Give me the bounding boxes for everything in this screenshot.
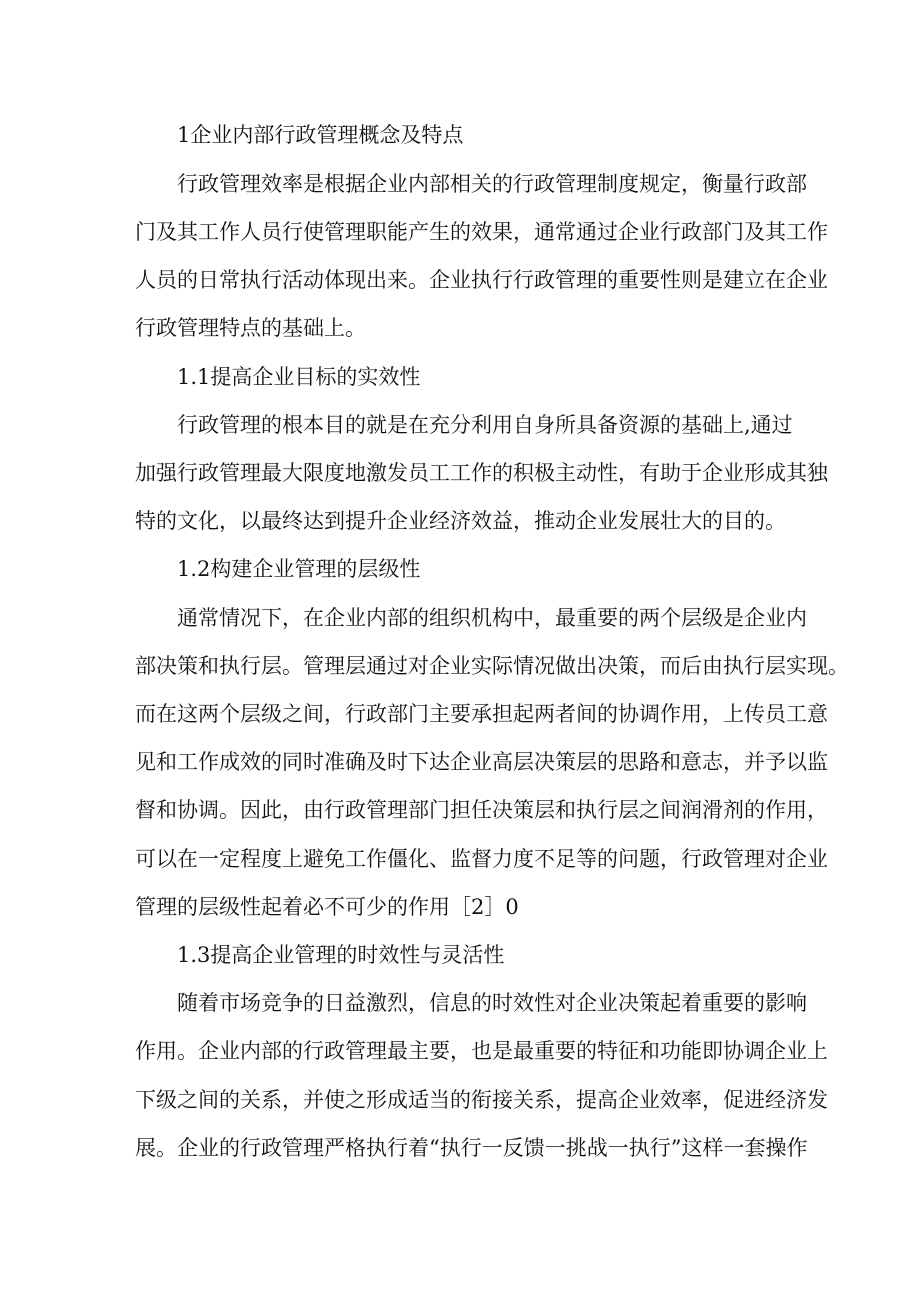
paragraph-line: 部决策和执行层。管理层通过对企业实际情况做出决策，而后由执行层实现。 bbox=[135, 654, 849, 678]
paragraph-line: 行政管理特点的基础上。 bbox=[135, 316, 366, 340]
section-1-3-heading: 1.3提高企业管理的时效性与灵活性 bbox=[177, 943, 505, 967]
section-1-heading: 1企业内部行政管理概念及特点 bbox=[177, 123, 464, 147]
paragraph-line: 展。企业的行政管理严格执行着“执行一反馈一挑战一执行”这样一套操作 bbox=[135, 1136, 808, 1160]
paragraph-line: 下级之间的关系，并使之形成适当的衔接关系，提高企业效率，促进经济发 bbox=[135, 1088, 828, 1112]
paragraph-line: 随着市场竞争的日益激烈，信息的时效性对企业决策起着重要的影响 bbox=[177, 991, 807, 1015]
paragraph-line: 管理的层级性起着必不可少的作用［2］0 bbox=[135, 895, 519, 919]
paragraph-line: 行政管理的根本目的就是在充分利用自身所具备资源的基础上,通过 bbox=[177, 413, 793, 437]
section-1-2-heading: 1.2构建企业管理的层级性 bbox=[177, 557, 421, 581]
paragraph-line: 见和工作成效的同时准确及时下达企业高层决策层的思路和意志，并予以监 bbox=[135, 750, 828, 774]
paragraph-line: 人员的日常执行活动体现出来。企业执行行政管理的重要性则是建立在企业 bbox=[135, 268, 828, 292]
section-1-1-heading: 1.1提高企业目标的实效性 bbox=[177, 365, 421, 389]
paragraph-line: 行政管理效率是根据企业内部相关的行政管理制度规定，衡量行政部 bbox=[177, 172, 807, 196]
paragraph-line: 门及其工作人员行使管理职能产生的效果，通常通过企业行政部门及其工作 bbox=[135, 220, 828, 244]
paragraph-line: 加强行政管理最大限度地激发员工工作的积极主动性，有助于企业形成其独 bbox=[135, 461, 828, 485]
paragraph-line: 可以在一定程度上避免工作僵化、监督力度不足等的问题，行政管理对企业 bbox=[135, 847, 828, 871]
paragraph-line: 特的文化，以最终达到提升企业经济效益，推动企业发展壮大的目的。 bbox=[135, 509, 786, 533]
paragraph-line: 作用。企业内部的行政管理最主要，也是最重要的特征和功能即协调企业上 bbox=[135, 1039, 828, 1063]
paragraph-line: 督和协调。因此，由行政管理部门担任决策层和执行层之间润滑剂的作用， bbox=[135, 798, 828, 822]
paragraph-line: 而在这两个层级之间，行政部门主要承担起两者间的协调作用，上传员工意 bbox=[135, 702, 828, 726]
paragraph-line: 通常情况下，在企业内部的组织机构中，最重要的两个层级是企业内 bbox=[177, 606, 807, 630]
